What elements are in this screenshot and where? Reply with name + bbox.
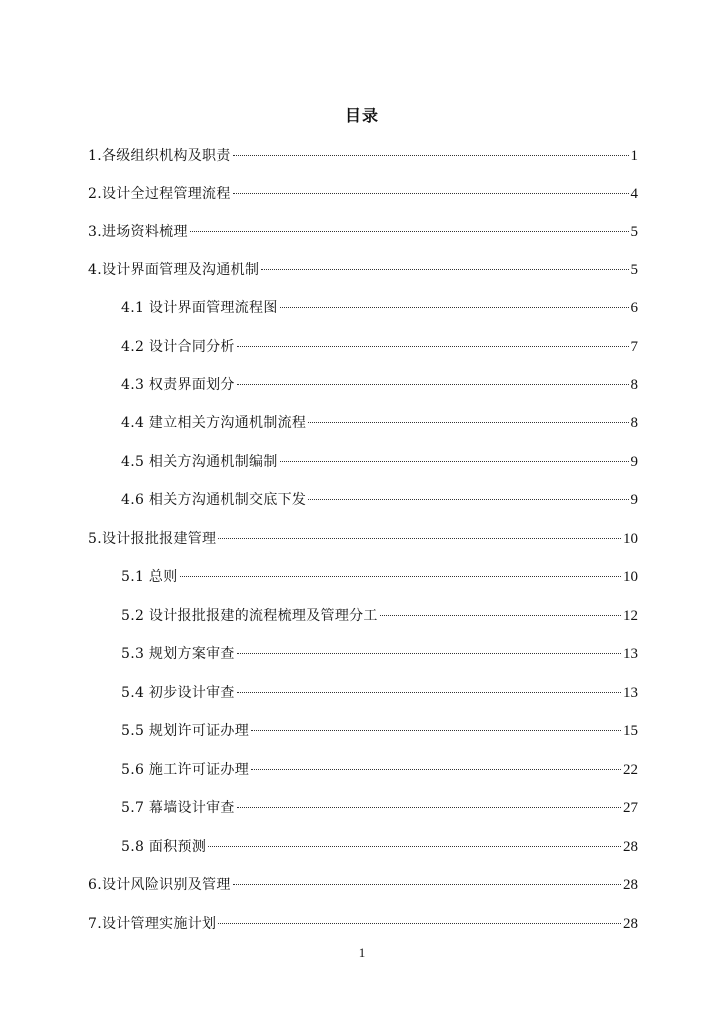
toc-leader-dots — [308, 422, 628, 423]
toc-entry[interactable] — [121, 682, 638, 704]
toc-entry-label: 1.各级组织机构及职责 — [88, 148, 231, 164]
toc-leader-dots — [218, 923, 621, 924]
toc-entry-page: 28 — [623, 916, 638, 932]
toc-entry-page: 6 — [630, 300, 638, 316]
toc-entry-page: 10 — [623, 531, 638, 547]
toc-entry-page: 9 — [630, 492, 638, 508]
toc-entry-label: 5.2 设计报批报建的流程梳理及管理分工 — [121, 608, 378, 624]
toc-entry[interactable] — [121, 605, 638, 627]
toc-entry-label: 3.进场资料梳理 — [88, 224, 188, 240]
toc-leader-dots — [280, 307, 629, 308]
toc-entry-label: 4.3 权责界面划分 — [121, 377, 235, 393]
toc-leader-dots — [237, 384, 629, 385]
toc-entry-label: 2.设计全过程管理流程 — [88, 186, 231, 202]
footer-page-number: 1 — [358, 945, 366, 960]
toc-entry-label: 5.5 规划许可证办理 — [121, 723, 250, 739]
toc-entry-page: 13 — [623, 646, 638, 662]
toc-entry[interactable] — [88, 259, 638, 281]
toc-entry-label: 7.设计管理实施计划 — [88, 916, 217, 932]
toc-entry[interactable] — [121, 412, 638, 434]
toc-entry-page: 5 — [630, 262, 638, 278]
toc-leader-dots — [251, 730, 621, 731]
toc-leader-dots — [208, 846, 621, 847]
toc-entry[interactable] — [121, 643, 638, 665]
toc-entry-page: 28 — [623, 839, 638, 855]
toc-entry-page: 13 — [623, 685, 638, 701]
toc-entry-label: 4.2 设计合同分析 — [121, 339, 235, 355]
toc-entry[interactable] — [121, 297, 638, 319]
toc-entry-page: 8 — [630, 415, 638, 431]
toc-entry-label: 5.4 初步设计审查 — [121, 685, 235, 701]
toc-entry[interactable] — [88, 913, 638, 935]
toc-entry-label: 5.6 施工许可证办理 — [121, 762, 250, 778]
toc-leader-dots — [237, 692, 621, 693]
toc-entry-label: 4.设计界面管理及沟通机制 — [88, 262, 260, 278]
toc-leader-dots — [190, 231, 629, 232]
toc-entry-label: 5.设计报批报建管理 — [88, 531, 217, 547]
toc-leader-dots — [233, 884, 621, 885]
toc-entry-page: 7 — [630, 339, 638, 355]
toc-entry-label: 4.6 相关方沟通机制交底下发 — [121, 492, 307, 508]
toc-entry[interactable] — [121, 374, 638, 396]
toc-leader-dots — [237, 807, 621, 808]
toc-leader-dots — [218, 538, 621, 539]
toc-entry-page: 4 — [630, 186, 638, 202]
toc-entry-label: 4.4 建立相关方沟通机制流程 — [121, 415, 307, 431]
toc-entry-label: 5.8 面积预测 — [121, 839, 207, 855]
toc-entry[interactable] — [121, 451, 638, 473]
toc-entry-label: 4.5 相关方沟通机制编制 — [121, 454, 278, 470]
toc-entry-page: 15 — [623, 723, 638, 739]
page-title: 目录 — [344, 106, 379, 125]
toc-entry-label: 6.设计风险识别及管理 — [88, 877, 231, 893]
toc-entry[interactable] — [88, 145, 638, 167]
toc-entry-label: 5.1 总则 — [121, 569, 178, 585]
toc-entry[interactable] — [88, 221, 638, 243]
toc-entry[interactable] — [121, 489, 638, 511]
toc-entry-label: 5.7 幕墙设计审查 — [121, 800, 235, 816]
toc-entry-page: 10 — [623, 569, 638, 585]
toc-entry-page: 28 — [623, 877, 638, 893]
toc-entry-page: 22 — [623, 762, 638, 778]
toc-entry[interactable] — [88, 183, 638, 205]
toc-entry-label: 5.3 规划方案审查 — [121, 646, 235, 662]
toc-leader-dots — [237, 653, 621, 654]
toc-leader-dots — [233, 155, 629, 156]
toc-leader-dots — [251, 769, 621, 770]
toc-entry-page: 12 — [623, 608, 638, 624]
toc-leader-dots — [180, 576, 621, 577]
toc-entry-page: 8 — [630, 377, 638, 393]
toc-entry[interactable] — [121, 336, 638, 358]
toc-entry[interactable] — [88, 874, 638, 896]
toc-leader-dots — [308, 499, 628, 500]
toc-leader-dots — [280, 461, 629, 462]
toc-leader-dots — [233, 193, 629, 194]
toc-entry[interactable] — [88, 528, 638, 550]
toc-entry[interactable] — [121, 720, 638, 742]
toc-entry-page: 27 — [623, 800, 638, 816]
toc-entry[interactable] — [121, 836, 638, 858]
toc-entry[interactable] — [121, 797, 638, 819]
toc-leader-dots — [261, 269, 628, 270]
toc-entry-page: 5 — [630, 224, 638, 240]
toc-entry[interactable] — [121, 759, 638, 781]
toc-leader-dots — [237, 346, 629, 347]
toc-entry-page: 9 — [630, 454, 638, 470]
toc-entry[interactable] — [121, 566, 638, 588]
toc-entry-label: 4.1 设计界面管理流程图 — [121, 300, 278, 316]
toc-entry-page: 1 — [630, 148, 638, 164]
toc-leader-dots — [380, 615, 621, 616]
